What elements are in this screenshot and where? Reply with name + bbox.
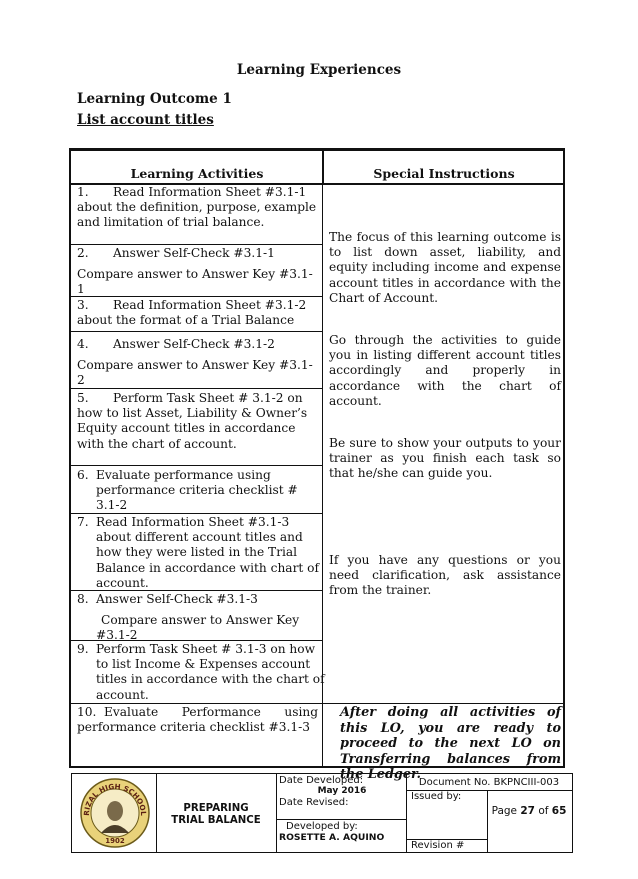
document-number: Document No. BKPNCIII-003 [418, 777, 560, 788]
activity-7: 7. Read Information Sheet #3.1-3 about different account titles and how they were listed in the Trial Balance in accordance with chart of account. [77, 515, 320, 590]
row-separator [71, 244, 322, 245]
seal-year: 1902 [105, 837, 125, 845]
instruction-final: After doing all activities of this LO, you are ready to proceed to the next LO on Transferring balances from the Ledger. [340, 705, 561, 782]
developer-name: ROSETTE A. AQUINO [279, 832, 385, 843]
date-developed-label: Date Developed: [279, 775, 364, 786]
activity-2: 2. Answer Self-Check #3.1-1 Compare answer to Answer Key #3.1-1 [77, 246, 313, 297]
date-revised-label: Date Revised: [279, 797, 349, 808]
instruction-questions: If you have any questions or you need clarification, ask assistance from the trainer. [329, 553, 561, 598]
module-title: PREPARING TRIAL BALANCE [171, 803, 261, 826]
footer-divider [276, 774, 277, 852]
activity-1: 1. Read Information Sheet #3.1-1 about the definition, purpose, example and limitation of trial balance. [77, 185, 317, 230]
school-seal-logo [79, 777, 151, 849]
revision-label: Revision # [411, 840, 465, 851]
instruction-focus: The focus of this learning outcome is to list down asset, liability, and equity including income and expense account titles in accordance with the Chart of Account. [329, 230, 561, 305]
learning-outcome-label: Learning Outcome 1 [77, 91, 232, 107]
developed-by-label: Developed by: [286, 821, 358, 832]
page-indicator: Page 27 of 65 [491, 805, 567, 817]
learning-outcome-title: List account titles [77, 112, 214, 128]
activity-3: 3. Read Information Sheet #3.1-2 about the format of a Trial Balance [77, 298, 307, 328]
footer-line [276, 819, 406, 820]
instruction-show-outputs: Be sure to show your outputs to your trainer as you finish each task so that he/she can guide you. [329, 436, 561, 481]
instruction-go-through: Go through the activities to guide you in listing different account titles accordingly and properly in accordance with the chart of account. [329, 333, 561, 408]
activity-5: 5. Perform Task Sheet # 3.1-2 on how to list Asset, Liability & Owner’s Equity account titles in accordance with the chart of account. [77, 391, 308, 451]
seal-text-top: RIZAL HIGH SCHOOL [81, 781, 149, 816]
issued-by-label: Issued by: [411, 791, 462, 802]
date-developed: May 2016 [317, 786, 367, 796]
row-separator [71, 331, 322, 332]
activity-4: 4. Answer Self-Check #3.1-2 Compare answer to Answer Key #3.1-2 [77, 337, 313, 388]
col-header-instructions: Special Instructions [373, 166, 515, 181]
activity-6: 6. Evaluate performance using performance criteria checklist # 3.1-2 [77, 468, 298, 513]
activity-10-text: Evaluate Performance using performance criteria checklist #3.1-3 [77, 705, 318, 735]
activity-9: 9. Perform Task Sheet # 3.1-3 on how to list Income & Expenses account titles in accordance with the chart of account. [77, 642, 325, 702]
activity-8: 8. Answer Self-Check #3.1-3 Compare answer to Answer Key #3.1-2 [77, 592, 300, 643]
row-separator [71, 465, 322, 466]
activity-10: 10. [77, 705, 97, 719]
header-divider [322, 150, 324, 184]
col-header-activities: Learning Activities [130, 166, 264, 181]
row-separator-final [71, 703, 563, 704]
page-heading: Learning Experiences [236, 62, 402, 78]
